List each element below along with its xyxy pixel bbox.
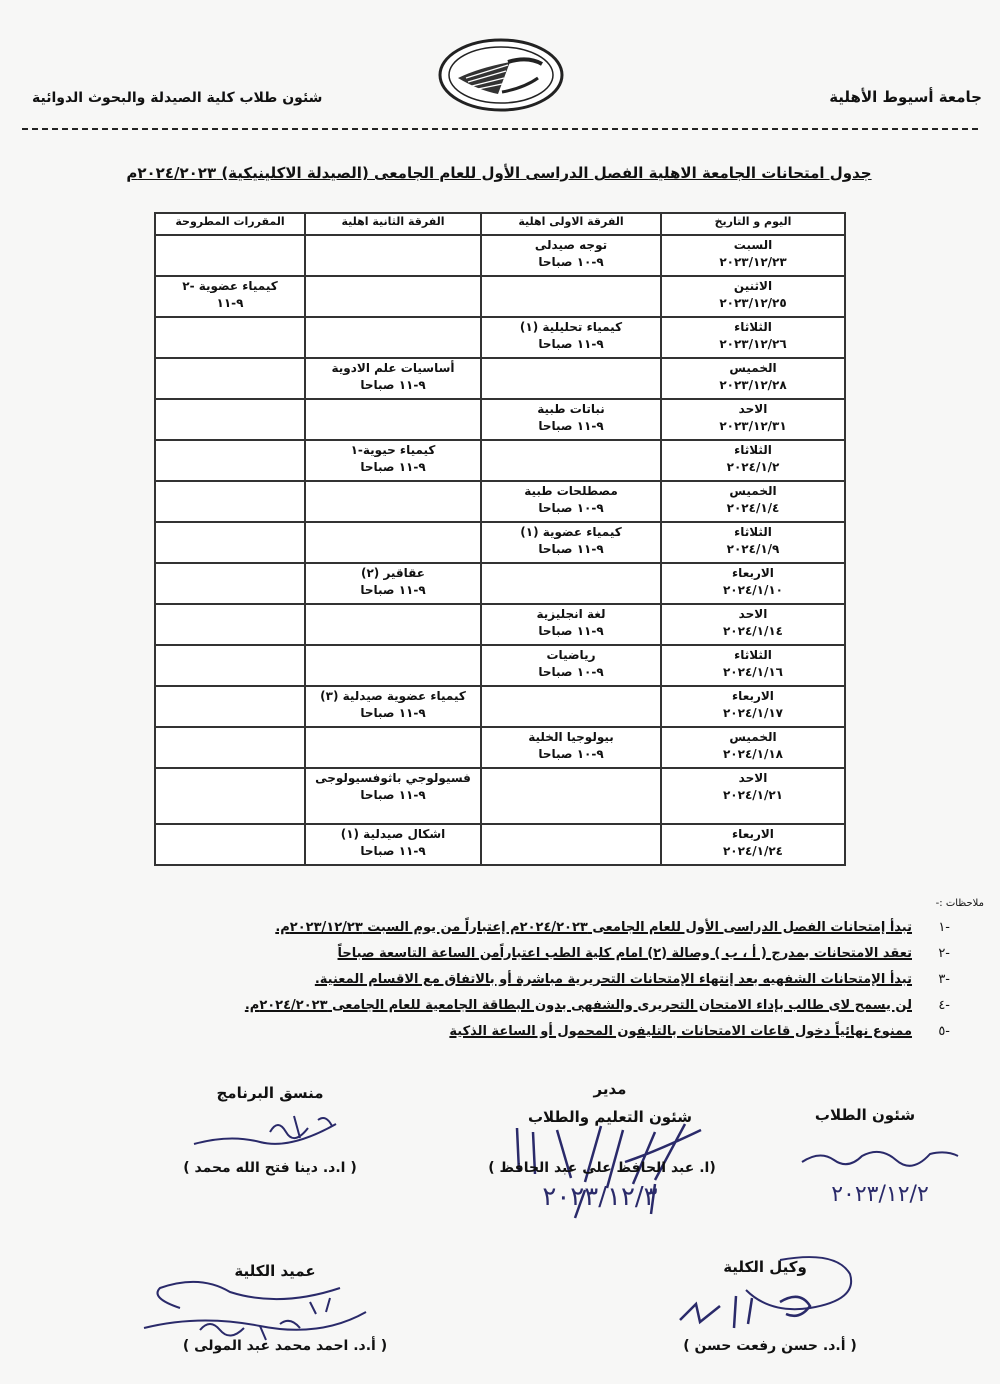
university-name: جامعة أسيوط الأهلية [829, 88, 982, 106]
exam-day: الاثنين [733, 279, 773, 293]
exam-day: الاربعاء [732, 566, 774, 580]
cell-day-date [661, 824, 845, 865]
course-name: أساسيات علم الادوية [331, 361, 455, 375]
exam-date: ٢٠٢٣/١٢/٢٦ [719, 337, 787, 351]
note-item [190, 940, 950, 966]
vice-dean-title: وكيل الكلية [723, 1258, 807, 1276]
table-row [155, 276, 845, 317]
exam-date: ٢٠٢٤/١/٩ [726, 542, 780, 556]
cell-day-date [661, 768, 845, 824]
cell-offered [155, 645, 305, 686]
exam-time: ٩-١١ صباحا [360, 844, 426, 858]
table-row [155, 399, 845, 440]
header-divider [22, 128, 978, 130]
table-row [155, 686, 845, 727]
cell-day-date [661, 235, 845, 276]
cell-first-year [481, 276, 661, 317]
table-row [155, 563, 845, 604]
exam-time: ٩-١١ صباحا [538, 542, 604, 556]
exam-day: الاربعاء [732, 689, 774, 703]
director-handwritten-date: ٢٠٢٣/١٢/٣ [542, 1182, 658, 1212]
coordinator-name: ( ا.د. دينا فتح الله محمد ) [183, 1160, 357, 1176]
cell-day-date [661, 645, 845, 686]
exam-day: الاربعاء [732, 827, 774, 841]
cell-day-date [661, 563, 845, 604]
course-name: نباتات طبية [537, 402, 605, 416]
exam-day: الثلاثاء [734, 648, 772, 662]
course-name: فسيولوجي باثوفسيولوجى [315, 771, 471, 785]
exam-date: ٢٠٢٣/١٢/٢٥ [719, 296, 787, 310]
cell-first-year [481, 563, 661, 604]
cell-second-year [305, 358, 481, 399]
cell-day-date [661, 686, 845, 727]
note-text: تبدأ الإمتحانات الشفهيه بعد إنتهاء الإمتحانات التحريرية مباشرة أو بالاتفاق مع الاقسام المعنية. [314, 971, 912, 987]
cell-day-date [661, 481, 845, 522]
cell-first-year [481, 768, 661, 824]
note-text: تبدأ إمتحانات الفصل الدراسى الأول للعام الجامعى ٢٠٢٤/٢٠٢٣م إعتباراً من يوم السبت ٢٠٢٣/١٢/٢٣م. [275, 919, 912, 935]
table-row [155, 440, 845, 481]
cell-offered [155, 727, 305, 768]
cell-offered [155, 358, 305, 399]
notes-list [190, 914, 950, 1044]
table-row [155, 358, 845, 399]
note-number: -٥ [938, 1023, 950, 1039]
exam-date: ٢٠٢٤/١/١٧ [722, 706, 784, 720]
cell-offered [155, 563, 305, 604]
cell-offered [155, 768, 305, 824]
exam-date: ٢٠٢٣/١٢/٣١ [719, 419, 787, 433]
exam-date: ٢٠٢٤/١/١٦ [722, 665, 784, 679]
exam-day: الخميس [729, 361, 777, 375]
cell-second-year [305, 440, 481, 481]
coordinator-title: منسق البرنامج [216, 1084, 324, 1102]
exam-date: ٢٠٢٤/١/٢١ [722, 788, 784, 802]
notes-label: ملاحظات :- [935, 898, 984, 909]
course-name: لغة انجليزية [536, 607, 606, 621]
exam-time: ٩-١٠ صباحا [538, 747, 604, 761]
exam-time: ٩-١١ صباحا [360, 460, 426, 474]
cell-offered [155, 522, 305, 563]
exam-time: ٩-١٠ صباحا [538, 501, 604, 515]
cell-second-year [305, 824, 481, 865]
student-affairs-title: شئون الطلاب [814, 1106, 916, 1124]
exam-day: السبت [733, 238, 773, 252]
vice-dean-name: ( أ.د. حسن رفعت حسن ) [683, 1338, 857, 1354]
exam-day: الخميس [729, 730, 777, 744]
note-number: -١ [938, 919, 950, 935]
cell-first-year [481, 358, 661, 399]
table-row [155, 645, 845, 686]
cell-first-year [481, 481, 661, 522]
exam-time: ٩-١٠ صباحا [538, 255, 604, 269]
exam-time: ٩-١١ صباحا [538, 419, 604, 433]
cell-second-year [305, 686, 481, 727]
course-name: كيمياء تحليلية (١) [519, 320, 623, 334]
column-header-day-date: اليوم و التاريخ [661, 213, 845, 235]
course-name: عقاقير (٢) [360, 566, 426, 580]
cell-second-year [305, 276, 481, 317]
exam-day: الاحد [738, 607, 768, 621]
column-header-second-year: الفرقة الثانية اهلية [305, 213, 481, 235]
cell-second-year [305, 604, 481, 645]
note-item [190, 966, 950, 992]
cell-first-year [481, 604, 661, 645]
exam-day: الثلاثاء [734, 443, 772, 457]
exam-date: ٢٠٢٤/١/١٨ [722, 747, 784, 761]
cell-offered [155, 235, 305, 276]
dean-name: ( أ.د. احمد محمد عبد المولى ) [182, 1338, 388, 1354]
cell-first-year [481, 686, 661, 727]
cell-offered [155, 276, 305, 317]
exam-date: ٢٠٢٤/١/١٤ [722, 624, 784, 638]
cell-day-date [661, 440, 845, 481]
course-name: كيمياء حيوية-١ [350, 443, 436, 457]
cell-day-date [661, 317, 845, 358]
course-name: اشكال صيدلية (١) [340, 827, 446, 841]
exam-time: ٩-١١ صباحا [538, 624, 604, 638]
exam-time: ٩-١١ صباحا [360, 706, 426, 720]
table-row [155, 604, 845, 645]
course-name: توجه صيدلى [534, 238, 608, 252]
column-header-offered-courses: المقررات المطروحة [155, 213, 305, 235]
note-text: ممنوع نهائياً دخول قاعات الامتحانات بالتليفون المحمول أو الساعة الذكية [449, 1023, 912, 1039]
exam-day: الثلاثاء [734, 525, 772, 539]
director-title: مدير [593, 1080, 627, 1098]
exam-day: الاحد [738, 402, 768, 416]
exam-schedule-table [154, 212, 846, 866]
column-header-first-year: الفرقة الاولى اهلية [481, 213, 661, 235]
exam-date: ٢٠٢٣/١٢/٢٨ [719, 378, 787, 392]
table-row [155, 317, 845, 358]
cell-offered [155, 824, 305, 865]
cell-offered [155, 686, 305, 727]
student-affairs-signature [800, 1142, 960, 1172]
note-text: لن يسمح لاى طالب بإداء الامتحان التحريرى والشفهى بدون البطاقة الجامعية للعام الجامعى ٢٠٢٤/٢٠٢٣م. [244, 997, 912, 1013]
exam-date: ٢٠٢٣/١٢/٢٣ [719, 255, 787, 269]
course-name: بيولوجيا الخلية [528, 730, 614, 744]
exam-time: ٩-١١ صباحا [360, 378, 426, 392]
cell-offered [155, 440, 305, 481]
page-title: جدول امتحانات الجامعة الاهلية الفصل الدراسى الأول للعام الجامعى (الصيدلة الاكلينيكية) ٢٠٢٤/٢٠٢٣م [126, 164, 872, 182]
cell-first-year [481, 727, 661, 768]
cell-offered [155, 604, 305, 645]
course-name: مصطلحات طبية [524, 484, 618, 498]
dean-title: عميد الكلية [234, 1262, 316, 1280]
exam-day: الثلاثاء [734, 320, 772, 334]
cell-first-year [481, 399, 661, 440]
exam-time: ٩-١٠ صباحا [538, 665, 604, 679]
cell-day-date [661, 604, 845, 645]
university-logo-icon [438, 38, 564, 112]
exam-time: ٩-١١ صباحا [360, 583, 426, 597]
cell-second-year [305, 399, 481, 440]
table-header-row [155, 213, 845, 235]
cell-first-year [481, 440, 661, 481]
cell-first-year [481, 522, 661, 563]
cell-second-year [305, 645, 481, 686]
vice-dean-signature [660, 1250, 860, 1340]
cell-second-year [305, 481, 481, 522]
note-number: -٢ [938, 945, 950, 961]
cell-day-date [661, 522, 845, 563]
note-number: -٤ [938, 997, 950, 1013]
exam-date: ٢٠٢٤/١/١٠ [722, 583, 784, 597]
cell-second-year [305, 768, 481, 824]
note-item [190, 914, 950, 940]
table-row [155, 768, 845, 824]
coordinator-signature [190, 1112, 340, 1158]
course-name: كيمياء عضوية -٢ [182, 279, 278, 293]
cell-day-date [661, 399, 845, 440]
course-name: كيمياء عضوية (١) [520, 525, 622, 539]
cell-day-date [661, 358, 845, 399]
note-text: تعقد الامتحانات بمدرج ( أ ، ب ) وصالة (٢) امام كلية الطب اعتباراًمن الساعة التاسعة صباحاً [337, 945, 912, 961]
exam-time: ٩-١١ صباحا [538, 337, 604, 351]
cell-day-date [661, 276, 845, 317]
cell-first-year [481, 317, 661, 358]
director-name: (ا. عبد الحافظ على عبد الحافظ ) [488, 1160, 716, 1176]
cell-day-date [661, 727, 845, 768]
cell-second-year [305, 317, 481, 358]
course-name: رياضيات [546, 648, 596, 662]
note-number: -٣ [938, 971, 950, 987]
cell-second-year [305, 235, 481, 276]
note-item [190, 1018, 950, 1044]
student-affairs-handwritten-date: ٢٠٢٣/١٢/٢ [831, 1182, 929, 1207]
cell-first-year [481, 645, 661, 686]
exam-date: ٢٠٢٤/١/٢٤ [722, 844, 784, 858]
table-row [155, 522, 845, 563]
cell-second-year [305, 563, 481, 604]
note-item [190, 992, 950, 1018]
cell-second-year [305, 522, 481, 563]
cell-offered [155, 481, 305, 522]
table-row [155, 727, 845, 768]
table-row [155, 481, 845, 522]
exam-day: الاحد [738, 771, 768, 785]
exam-time: ٩-١١ صباحا [360, 788, 426, 802]
exam-day: الخميس [729, 484, 777, 498]
exam-time: ٩-١١ [216, 296, 244, 310]
course-name: كيمياء عضوية صيدلية (٣) [320, 689, 466, 703]
exam-date: ٢٠٢٤/١/٤ [726, 501, 780, 515]
cell-first-year [481, 824, 661, 865]
cell-offered [155, 317, 305, 358]
exam-date: ٢٠٢٤/١/٢ [726, 460, 780, 474]
cell-second-year [305, 727, 481, 768]
cell-first-year [481, 235, 661, 276]
cell-offered [155, 399, 305, 440]
affairs-office: شئون طلاب كلية الصيدلة والبحوث الدوائية [32, 90, 323, 106]
table-row [155, 235, 845, 276]
table-row [155, 824, 845, 865]
director-department: شئون التعليم والطلاب [527, 1108, 693, 1126]
